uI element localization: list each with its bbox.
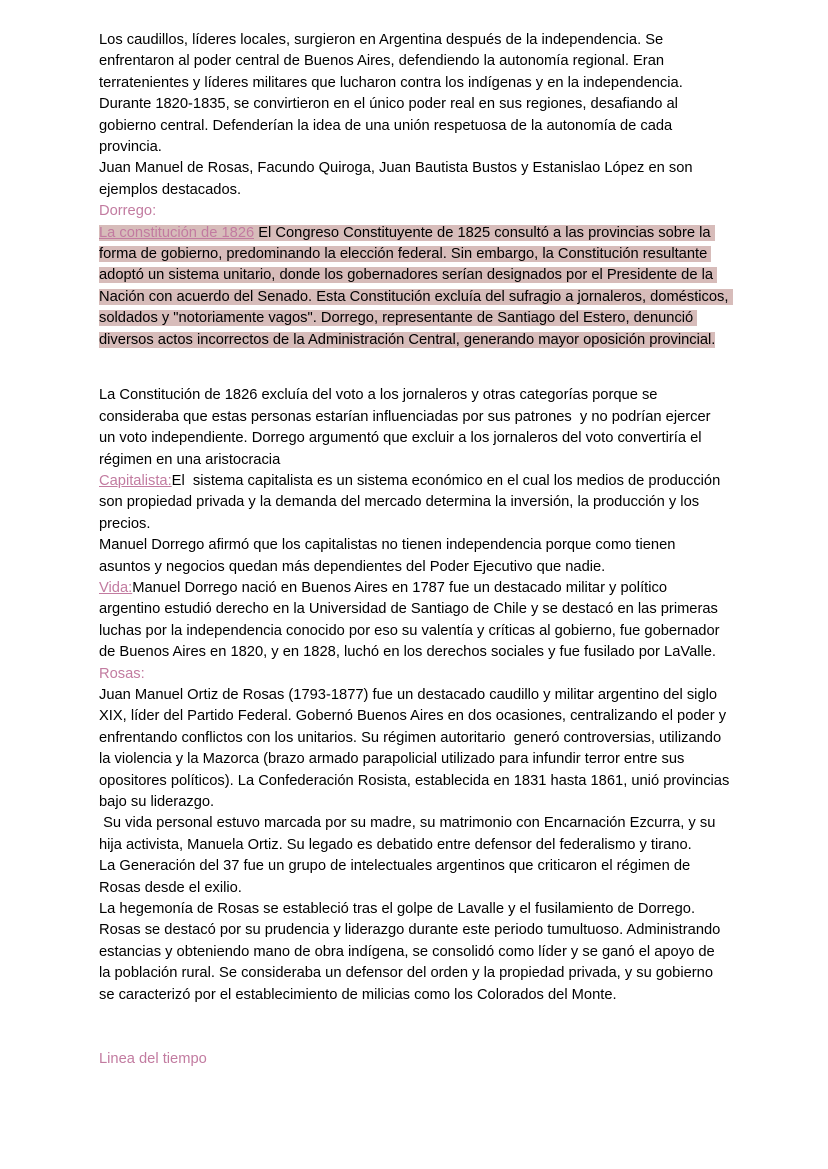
paragraph-rosas-bio (99, 685, 734, 813)
text-run: La hegemonía de Rosas se estableció tras el golpe de Lavalle y el fusilamiento de Dorrego. Rosas se destacó por su prudencia y liderazgo durante este periodo tumultuoso. Administrando estancias y obteniendo mano de obra indígena, se consolidó como líder y se ganó el apoyo de la población rural. Se consideraba un defensor del orden y la propiedad privada, y su gobierno se caracterizó por el establecimiento de milicias como los Colorados del Monte. (99, 901, 725, 1003)
paragraph-caudillos (99, 30, 730, 158)
text-run: Los caudillos, líderes locales, surgieron en Argentina después de la independencia. Se enfrentaron al poder central de Buenos Aires, defendiendo la autonomía regional. Eran terratenientes y líderes militares que lucharon contra los indígenas y en la independencia. Durante 1820-1835, se convirtieron en el único poder real en sus regiones, desafiando al gobierno central. Defenderían la idea de una unión respetuosa de la autonomía de cada provincia. (99, 32, 687, 156)
text-run: Manuel Dorrego nació en Buenos Aires en 1787 fue un destacado militar y político argentino estudió derecho en la Universidad de Santiago de Chile y se destacó en las primeras luchas por la independencia conocido por eso su valentía y críticas al gobierno, fue gobernador de Buenos Aires en 1820, y en 1828, luchó en los derechos sociales y fue fusilado por LaValle. (99, 579, 724, 661)
doc-link[interactable]: Capitalista: (99, 472, 172, 489)
paragraph-hegemonia-rosas (99, 899, 730, 1006)
blank-line (99, 351, 730, 385)
paragraph-constitucion-1826 (99, 223, 733, 351)
heading-rosas (99, 664, 730, 685)
text-run: La Generación del 37 fue un grupo de intelectuales argentinos que criticaron el régimen de Rosas desde el exilio. (99, 858, 695, 896)
section-heading: Rosas: (99, 665, 145, 682)
heading-dorrego (99, 201, 730, 222)
document-content (99, 30, 734, 1070)
text-run: Su vida personal estuvo marcada por su madre, su matrimonio con Encarnación Ezcurra, y su hija activista, Manuela Ortiz. Su legado es debatido entre defensor del federalismo y tirano. (99, 815, 720, 853)
text-run: Juan Manuel de Rosas, Facundo Quiroga, Juan Bautista Bustos y Estanislao López en son ejemplos destacados. (99, 160, 697, 198)
paragraph-rosas-vida-personal (99, 813, 730, 856)
heading-linea-del-tiempo (99, 1049, 730, 1070)
section-heading: Linea del tiempo (99, 1050, 207, 1067)
text-run: Juan Manuel Ortiz de Rosas (1793-1877) fue un destacado caudillo y militar argentino del siglo XIX, líder del Partido Federal. Gobernó Buenos Aires en dos ocasiones, centralizando el poder y enfrentando conflictos con los unitarios. Su régimen autoritario generó controversias, utilizando la violencia y la Mazorca (brazo armado parapolicial utilizado para infundir terror entre sus opositores políticos). La Confederación Rosista, establecida en 1831 hasta 1861, unió provincias bajo su liderazgo. (99, 687, 734, 811)
blank-line (99, 1006, 730, 1049)
paragraph-exclusion-voto (99, 385, 730, 471)
text-run: El sistema capitalista es un sistema económico en el cual los medios de producción son propiedad privada y la demanda del mercado determina la inversión, la producción y los precios. (99, 472, 725, 532)
paragraph-vida (99, 578, 730, 664)
paragraph-generacion-37 (99, 856, 730, 899)
text-run: La Constitución de 1826 excluía del voto a los jornaleros y otras categorías porque se consideraba que estas personas estarían influenciadas por sus patrones y no podrían ejercer un voto independiente. Dorrego argumentó que excluir a los jornaleros del voto convertiría el régimen en una aristocracia (99, 387, 715, 468)
text-run: Manuel Dorrego afirmó que los capitalistas no tienen independencia porque como tienen asuntos y negocios quedan más dependientes del Poder Ejecutivo que nadie. (99, 537, 680, 575)
paragraph-dorrego-capitalistas (99, 535, 730, 578)
text-run: El Congreso Constituyente de 1825 consultó a las provincias sobre la forma de gobierno, predominando la elección federal. Sin embargo, la Constitución resultante adoptó un sistema unitario, donde los gobernadores serían designados por el Presidente de la Nación con acuerdo del Senado. Esta Constitución excluía del sufragio a jornaleros, domésticos, soldados y "notoriamente vagos". Dorrego, representante de Santiago del Estero, denunció diversos actos incorrectos de la Administración Central, generando mayor oposición provincial. (99, 224, 733, 348)
section-heading: Dorrego: (99, 203, 157, 220)
doc-link[interactable]: La constitución de 1826 (99, 224, 255, 241)
paragraph-ejemplos (99, 158, 730, 201)
paragraph-capitalista (99, 471, 730, 535)
doc-link[interactable]: Vida: (99, 579, 133, 596)
